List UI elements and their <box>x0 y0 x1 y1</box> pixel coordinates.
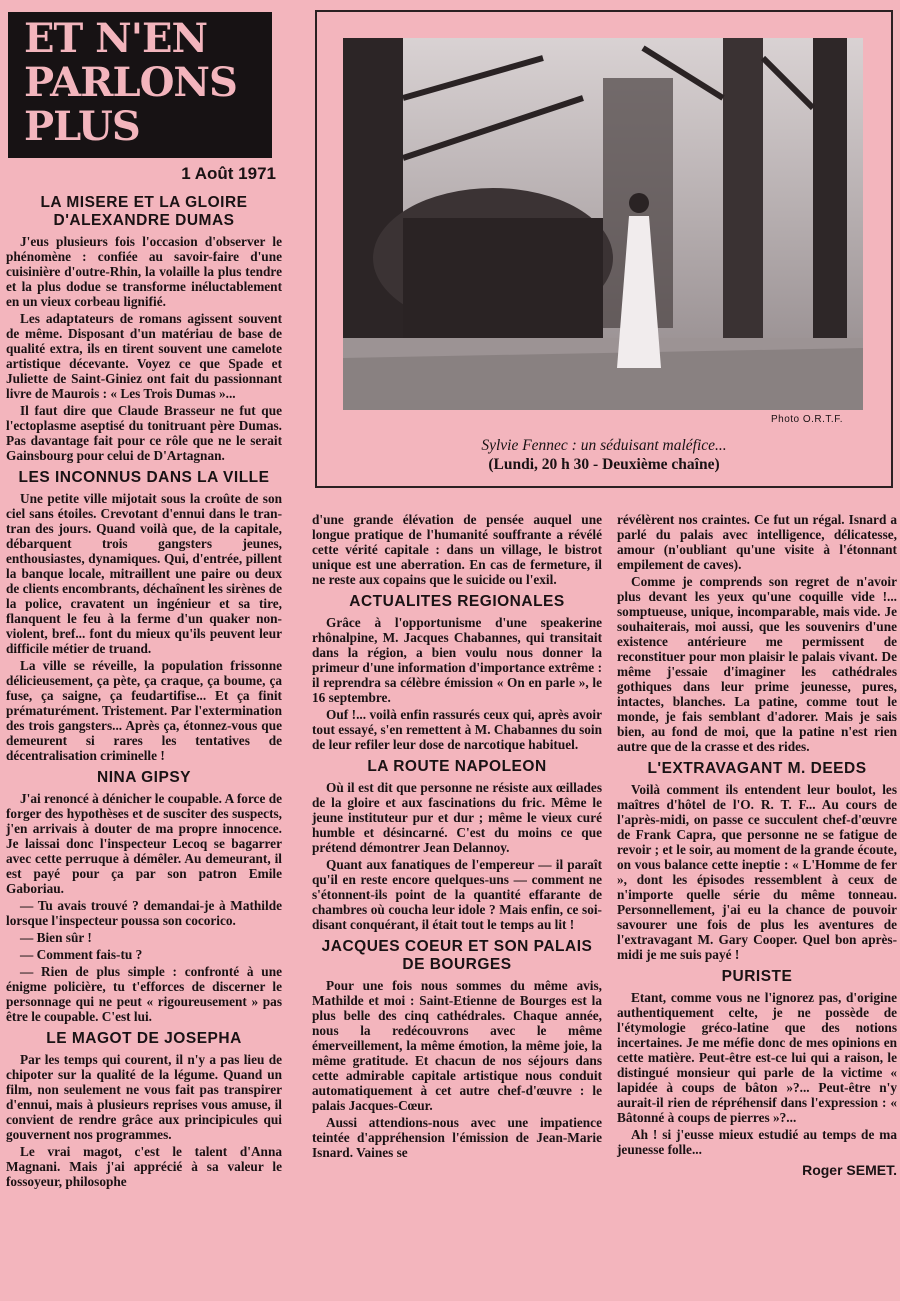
article-paragraph: Quant aux fanatiques de l'empereur — il paraît qu'il en reste encore quelques-uns — comment ne s'étonnent-ils point de la quantité effarante de chambres où coucha leur idole ? Mais enfin, ce soi-disant conquérant, il était tout le temps au lit ! <box>312 857 602 932</box>
masthead-line: PARLONS <box>24 59 237 106</box>
article-paragraph: Pour une fois nous sommes du même avis, Mathilde et moi : Saint-Etienne de Bourges est la plus belle des cinq cathédrales. Chaque année, nous la redécouvrons avec le même émerveillement, la même émotion, la même joie, la même gratitude. Et chacun de nos séjours dans cette admirable capitale artistique nous conduit automatiquement à cet autre chef-d'œuvre : le palais Jacques-Cœur. <box>312 978 602 1113</box>
photo <box>343 38 863 410</box>
article-paragraph: La ville se réveille, la population frissonne délicieusement, ça pète, ça craque, ça boume, ça fuse, ça saigne, ça feudartifise... Et ça finit prématurément. Tristement. Par l'extermination des trois gangsters... Après ça, étonnez-vous que demeurent si rares les tentatives de décentralisation criminelle ! <box>6 658 282 763</box>
article-title: ACTUALITES REGIONALES <box>349 593 565 610</box>
masthead-line: PLUS <box>24 103 140 150</box>
caption-line: (Lundi, 20 h 30 - Deuxième chaîne) <box>488 456 720 473</box>
article-paragraph: — Rien de plus simple : confronté à une énigme policière, tu t'efforces de discerner le personnage qui ne peut « rigoureusement » pas être le coupable. C'est lui. <box>6 964 282 1024</box>
issue-date: 1 Août 1971 <box>181 164 276 183</box>
article-paragraph: Par les temps qui courent, il n'y a pas lieu de chipoter sur la qualité de la légume. Quand un film, non seulement ne vous fait pas transpirer d'ennui, mais à plusieurs reprises vous amuse, il convient de rendre grâce aux principicules qui gouvernent nos programmes. <box>6 1052 282 1142</box>
column-2 <box>312 512 602 1162</box>
article-title: LA MISERE ET LA GLOIRE D'ALEXANDRE DUMAS <box>40 194 248 229</box>
article-paragraph: Ouf !... voilà enfin rassurés ceux qui, après avoir tout essayé, s'en remettent à M. Chabannes du soin de leur refiler leur dose de narcotique habituel. <box>312 707 602 752</box>
article-paragraph: — Tu avais trouvé ? demandai-je à Mathilde lorsque l'inspecteur poussa son cocorico. <box>6 898 282 928</box>
masthead-line: ET N'EN <box>24 15 208 62</box>
article-title: LES INCONNUS DANS LA VILLE <box>18 469 270 486</box>
article-paragraph: Où il est dit que personne ne résiste aux œillades de la gloire et aux fascinations du fric. Même le jeune instituteur pur et dur ; même le vieux curé humble et désincarné. C'est du moins ce que prétend démontrer Jean Delannoy. <box>312 780 602 855</box>
masthead <box>8 12 272 158</box>
article-paragraph: Etant, comme vous ne l'ignorez pas, d'origine authentiquement celte, je ne possède de l'étymologie gréco-latine que des notions incertaines. Je me méfie donc de mes opinions en cette matière. Peut-être est-ce lui qui a raison, le distingué monsieur qui parle de la victime « lapidée à coups de bâton »?... Peut-être n'y aurait-il rien de répréhensif dans l'expression : « Bâtonné à coups de pierres »?... <box>617 990 897 1125</box>
photo-credit: Photo O.R.T.F. <box>770 414 843 425</box>
column-3 <box>617 512 897 1178</box>
article-paragraph: — Bien sûr ! <box>20 930 92 945</box>
article-paragraph: Comme je comprends son regret de n'avoir plus devant les yeux qu'une coquille vide !... somptueuse, unique, incomparable, mais vide. Je souhaiterais, moi aussi, que les souvenirs d'une existence antérieure me permissent de reconstituer pour mon plaisir le palais vivant. De même j'essaie d'imaginer les cathédrales gothiques dans leur prime jeunesse, pures, intactes, blanches. La patine, comme tout le monde, je fais semblant d'adorer. Mais je sais bien, au fond de moi, que la patine n'est rien autre que de la crasse et des rides. <box>617 574 897 754</box>
article-title: NINA GIPSY <box>97 769 191 786</box>
forest-photo-image <box>343 38 863 410</box>
article-paragraph: Voilà comment ils entendent leur boulot, les maîtres d'hôtel de l'O. R. T. F... Au cours de l'après-midi, on passe ce succulent chef-d'œuvre de Frank Capra, que personne ne se fatigue de revoir ; et le soir, au moment de la grande écoute, on vous balance cette ineptie : « L'Homme de fer », dont les épisodes ressemblent à ceux de n'importe quelle série du même tonneau. Personnellement, j'ai eu la chance de pouvoir savourer une fois de plus les aventures de l'extravagant M. Gary Cooper. Quel bon après-midi je me suis payé ! <box>617 782 897 962</box>
article-title: PURISTE <box>721 968 793 985</box>
article-paragraph: Aussi attendions-nous avec une impatience teintée d'appréhension l'émission de Jean-Marie Isnard. Vaines se <box>312 1115 602 1160</box>
photo-caption <box>317 436 891 474</box>
article-paragraph: révélèrent nos craintes. Ce fut un régal. Isnard a parlé du palais avec intelligence, délicatesse, amour (n'oubliant qu'une visite à l'étonnant empilement de caves). <box>617 512 897 572</box>
article-paragraph: J'eus plusieurs fois l'occasion d'observer le phénomène : confiée au savoir-faire d'une cuisinière d'outre-Rhin, la volaille la plus tendre et la plus dodue se transforme inéluctablement en un vieux corbeau lignifié. <box>6 234 282 309</box>
article-paragraph: Le vrai magot, c'est le talent d'Anna Magnani. Mais j'ai apprécié à sa valeur le fossoyeur, philosophe <box>6 1144 282 1189</box>
column-1 <box>6 188 282 1191</box>
article-paragraph: Une petite ville mijotait sous la croûte de son ciel sans étoiles. Crevotant d'ennui dans le tran-tran des jours. Quand voilà que, de la capitale, débarquent trois gangsters jeunes, enthousiastes, dynamiques. Qui, d'entrée, pillent la banque locale, mitraillent une paire ou deux de clients encombrants, déchaînent les sirènes de la police, cravatent un ingénieur et sa tire, flanquent le feu à la ferme d'un quaker non-violent, bref... font du mieux qu'ils peuvent leur difficile métier de truand. <box>6 491 282 656</box>
caption-line: Sylvie Fennec : un séduisant maléfice... <box>481 437 727 454</box>
article-paragraph: Ah ! si j'eusse mieux estudié au temps de ma jeunesse folle... <box>617 1127 897 1157</box>
article-paragraph: J'ai renoncé à dénicher le coupable. A force de forger des hypothèses et de susciter des suspects, j'en arrivais à douter de ma propre innocence. Je laissai donc l'inspecteur Lecoq se bagarrer avec cette perruque à démêler. Au demeurant, il est payé pour ça par son patron Emile Gaboriau. <box>6 791 282 896</box>
photo-panel <box>315 10 893 488</box>
article-paragraph: Il faut dire que Claude Brasseur ne fut que l'ectoplasme aseptisé du tonitruant père Dumas. Pas davantage fait pour ce rôle que ne le serait Gainsbourg pour celui de D'Artagnan. <box>6 403 282 463</box>
article-title: L'EXTRAVAGANT M. DEEDS <box>647 760 867 777</box>
article-title: LA ROUTE NAPOLEON <box>367 758 547 775</box>
article-title: JACQUES COEUR ET SON PALAIS DE BOURGES <box>321 938 593 973</box>
article-paragraph: — Comment fais-tu ? <box>20 947 143 962</box>
article-paragraph: Grâce à l'opportunisme d'une speakerine rhônalpine, M. Jacques Chabannes, qui transitait dans la région, a bien voulu nous donner la primeur d'une information d'importance extrême : il reprendra sa célèbre émission « On en parle », le 16 septembre. <box>312 615 602 705</box>
article-paragraph: Les adaptateurs de romans agissent souvent de même. Disposant d'un matériau de base de qualité extra, ils en tirent souvent une camelote artistique décevante. Voyez ce que Spade et Juliette de Saint-Giniez ont fait du passionnant livre de Maurois : « Les Trois Dumas »... <box>6 311 282 401</box>
article-paragraph: d'une grande élévation de pensée auquel une longue pratique de l'humanité souffrante a révélé cette vérité capitale : dans un village, le bistrot unique est une aberration. En cas de fermeture, il ne reste aux copains que le suicide ou l'exil. <box>312 512 602 587</box>
author-signature: Roger SEMET. <box>802 1162 897 1178</box>
article-title: LE MAGOT DE JOSEPHA <box>46 1030 242 1047</box>
